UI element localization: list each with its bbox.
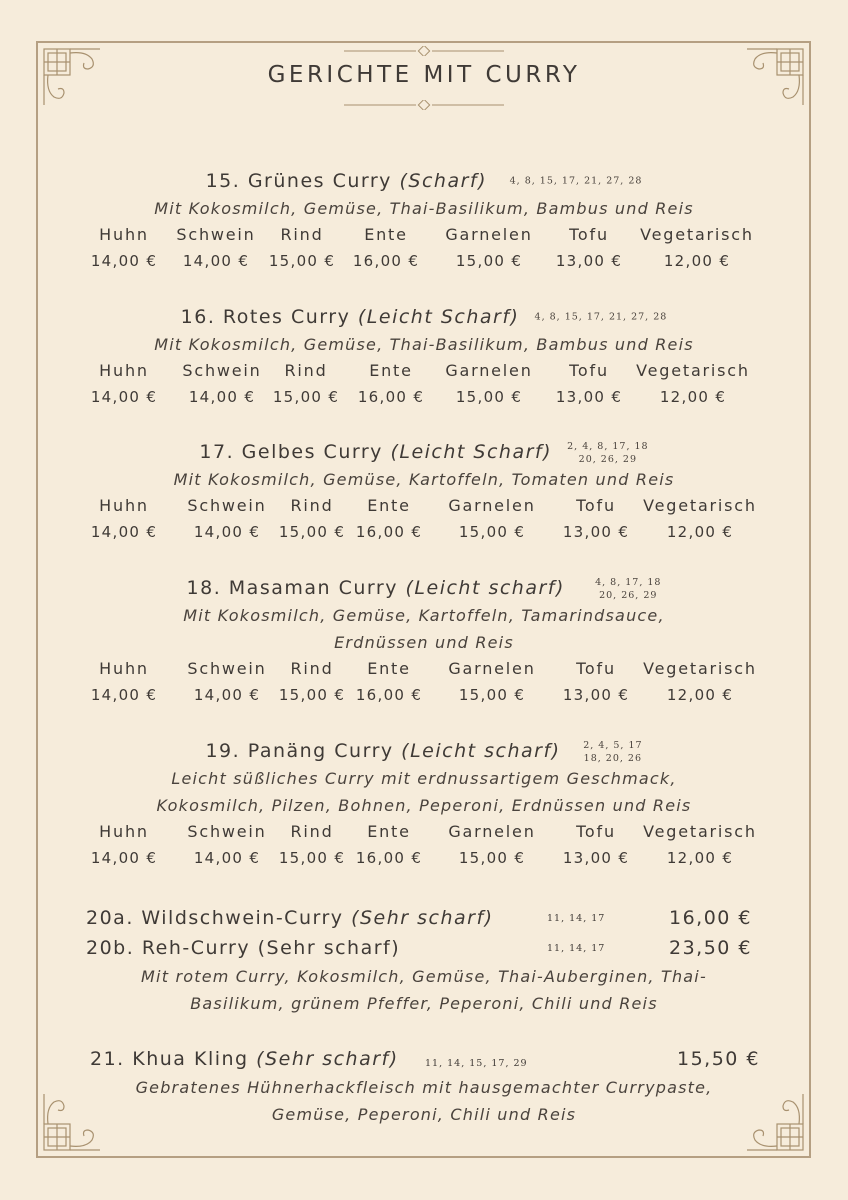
divider-ornament-icon [344, 100, 504, 110]
variant-schwein: Schwein 14,00 € [182, 360, 262, 406]
variant-table [0, 493, 848, 545]
dish-description: Mit Kokosmilch, Gemüse, Kartoffeln, Tomaten und Reis [173, 470, 675, 489]
variant-schwein: Schwein 14,00 € [187, 659, 267, 704]
dish-description: Mit Kokosmilch, Gemüse, Thai-Basilikum, Bambus und Reis [154, 334, 694, 354]
dish-description: Gebratenes Hühnerhackfleisch mit hausgemachter Currypaste, [135, 1078, 713, 1097]
variant-huhn: Huhn 14,00 € [90, 360, 158, 406]
dish-description-cont: Gemüse, Peperoni, Chili und Reis [271, 1105, 577, 1124]
variant-tofu: Tofu 13,00 € [555, 224, 623, 270]
dish-description-cont: Kokosmilch, Pilzen, Bohnen, Peperoni, Erdnüssen und Reis [156, 796, 692, 815]
variant-tofu: Tofu 13,00 € [562, 659, 630, 704]
variant-ente: Ente 16,00 € [352, 224, 420, 270]
spice-level: (Leicht scharf) [405, 577, 565, 599]
variant-huhn: Huhn 14,00 € [90, 496, 158, 541]
variant-schwein: Schwein 14,00 € [187, 822, 267, 867]
variant-table [0, 819, 848, 871]
spice-level: (Sehr scharf) [256, 1048, 399, 1070]
variant-table [0, 358, 848, 410]
variant-vegetarisch: Vegetarisch 12,00 € [643, 659, 757, 704]
allergen-codes: 11, 14, 15, 17, 29 [425, 1058, 528, 1069]
dish-heading [0, 168, 848, 195]
dish-heading [0, 439, 848, 466]
dish-price: 15,50 € [677, 1048, 761, 1070]
menu-item-16 [0, 304, 848, 410]
divider-ornament-icon [344, 46, 504, 56]
dish-description-block [0, 963, 848, 1017]
variant-rind: Rind 15,00 € [278, 822, 346, 867]
spice-level: (Scharf) [399, 170, 488, 192]
variant-garnelen: Garnelen 15,00 € [445, 224, 533, 270]
variant-rind: Rind 15,00 € [278, 496, 346, 541]
menu-item-19 [0, 738, 848, 871]
spice-level: (Leicht Scharf) [390, 441, 553, 463]
variant-vegetarisch: Vegetarisch 12,00 € [636, 360, 750, 406]
variant-table [0, 222, 848, 274]
dish-price: 23,50 € [669, 937, 753, 959]
dish-description: Leicht süßliches Curry mit erdnussartigem Geschmack, [171, 769, 677, 788]
variant-tofu: Tofu 13,00 € [562, 822, 630, 867]
dish-description: Mit rotem Curry, Kokosmilch, Gemüse, Thai-Auberginen, Thai- [141, 967, 707, 986]
dish-heading [0, 738, 848, 765]
dish-name: 19. Panäng Curry [205, 740, 394, 762]
variant-garnelen: Garnelen 15,00 € [445, 360, 533, 406]
dish-description: Mit Kokosmilch, Gemüse, Kartoffeln, Tamarindsauce, [183, 606, 665, 625]
dish-name: 15. Grünes Curry [205, 170, 392, 192]
dish-description-cont: Erdnüssen und Reis [334, 633, 514, 652]
variant-garnelen: Garnelen 15,00 € [448, 659, 536, 704]
variant-vegetarisch: Vegetarisch 12,00 € [643, 496, 757, 541]
variant-garnelen: Garnelen 15,00 € [448, 496, 536, 541]
dish-name: 20a. Wildschwein-Curry [86, 907, 344, 929]
menu-item-15 [0, 168, 848, 274]
menu-item-17 [0, 439, 848, 545]
variant-vegetarisch: Vegetarisch 12,00 € [640, 224, 754, 270]
allergen-codes: 11, 14, 17 [547, 913, 606, 924]
variant-vegetarisch: Vegetarisch 12,00 € [643, 822, 757, 867]
variant-rind: Rind 15,00 € [268, 224, 336, 270]
variant-ente: Ente 16,00 € [357, 360, 425, 406]
menu-item-18 [0, 575, 848, 708]
variant-rind: Rind 15,00 € [278, 659, 346, 704]
variant-table [0, 656, 848, 708]
variant-huhn: Huhn 14,00 € [90, 822, 158, 867]
dish-heading-20a [86, 905, 494, 931]
variant-schwein: Schwein 14,00 € [176, 224, 256, 270]
dish-name: 21. Khua Kling [90, 1048, 249, 1070]
spice-level: (Sehr scharf) [351, 907, 494, 929]
dish-heading-20b: 20b. Reh-Curry (Sehr scharf) [86, 937, 401, 959]
variant-huhn: Huhn 14,00 € [90, 224, 158, 270]
variant-ente: Ente 16,00 € [355, 822, 423, 867]
dish-description-cont: Basilikum, grünem Pfeffer, Peperoni, Chili und Reis [190, 994, 658, 1013]
dish-name: 16. Rotes Curry [180, 306, 351, 328]
variant-rind: Rind 15,00 € [272, 360, 340, 406]
dish-heading [0, 304, 848, 331]
page-title: GERICHTE MIT CURRY [267, 62, 581, 88]
allergen-codes: 4, 8, 17, 18 20, 26, 29 [595, 577, 662, 601]
variant-ente: Ente 16,00 € [355, 496, 423, 541]
dish-price: 16,00 € [669, 907, 753, 929]
variant-garnelen: Garnelen 15,00 € [448, 822, 536, 867]
dish-heading-21 [90, 1046, 399, 1072]
variant-tofu: Tofu 13,00 € [555, 360, 623, 406]
allergen-codes: 4, 8, 15, 17, 21, 27, 28 [534, 311, 668, 323]
dish-name: 17. Gelbes Curry [199, 441, 383, 463]
dish-name: 18. Masaman Curry [186, 577, 398, 599]
allergen-codes: 2, 4, 5, 17 18, 20, 26 [583, 740, 643, 764]
variant-huhn: Huhn 14,00 € [90, 659, 158, 704]
spice-level: (Leicht scharf) [401, 740, 561, 762]
dish-heading [0, 575, 848, 602]
variant-tofu: Tofu 13,00 € [562, 496, 630, 541]
spice-level: (Leicht Scharf) [357, 306, 520, 328]
allergen-codes: 4, 8, 15, 17, 21, 27, 28 [509, 175, 643, 187]
allergen-codes: 11, 14, 17 [547, 943, 606, 954]
dish-description-block [0, 1074, 848, 1128]
variant-ente: Ente 16,00 € [355, 659, 423, 704]
allergen-codes: 2, 4, 8, 17, 18 20, 26, 29 [567, 441, 649, 465]
dish-description: Mit Kokosmilch, Gemüse, Thai-Basilikum, Bambus und Reis [154, 198, 694, 218]
variant-schwein: Schwein 14,00 € [187, 496, 267, 541]
